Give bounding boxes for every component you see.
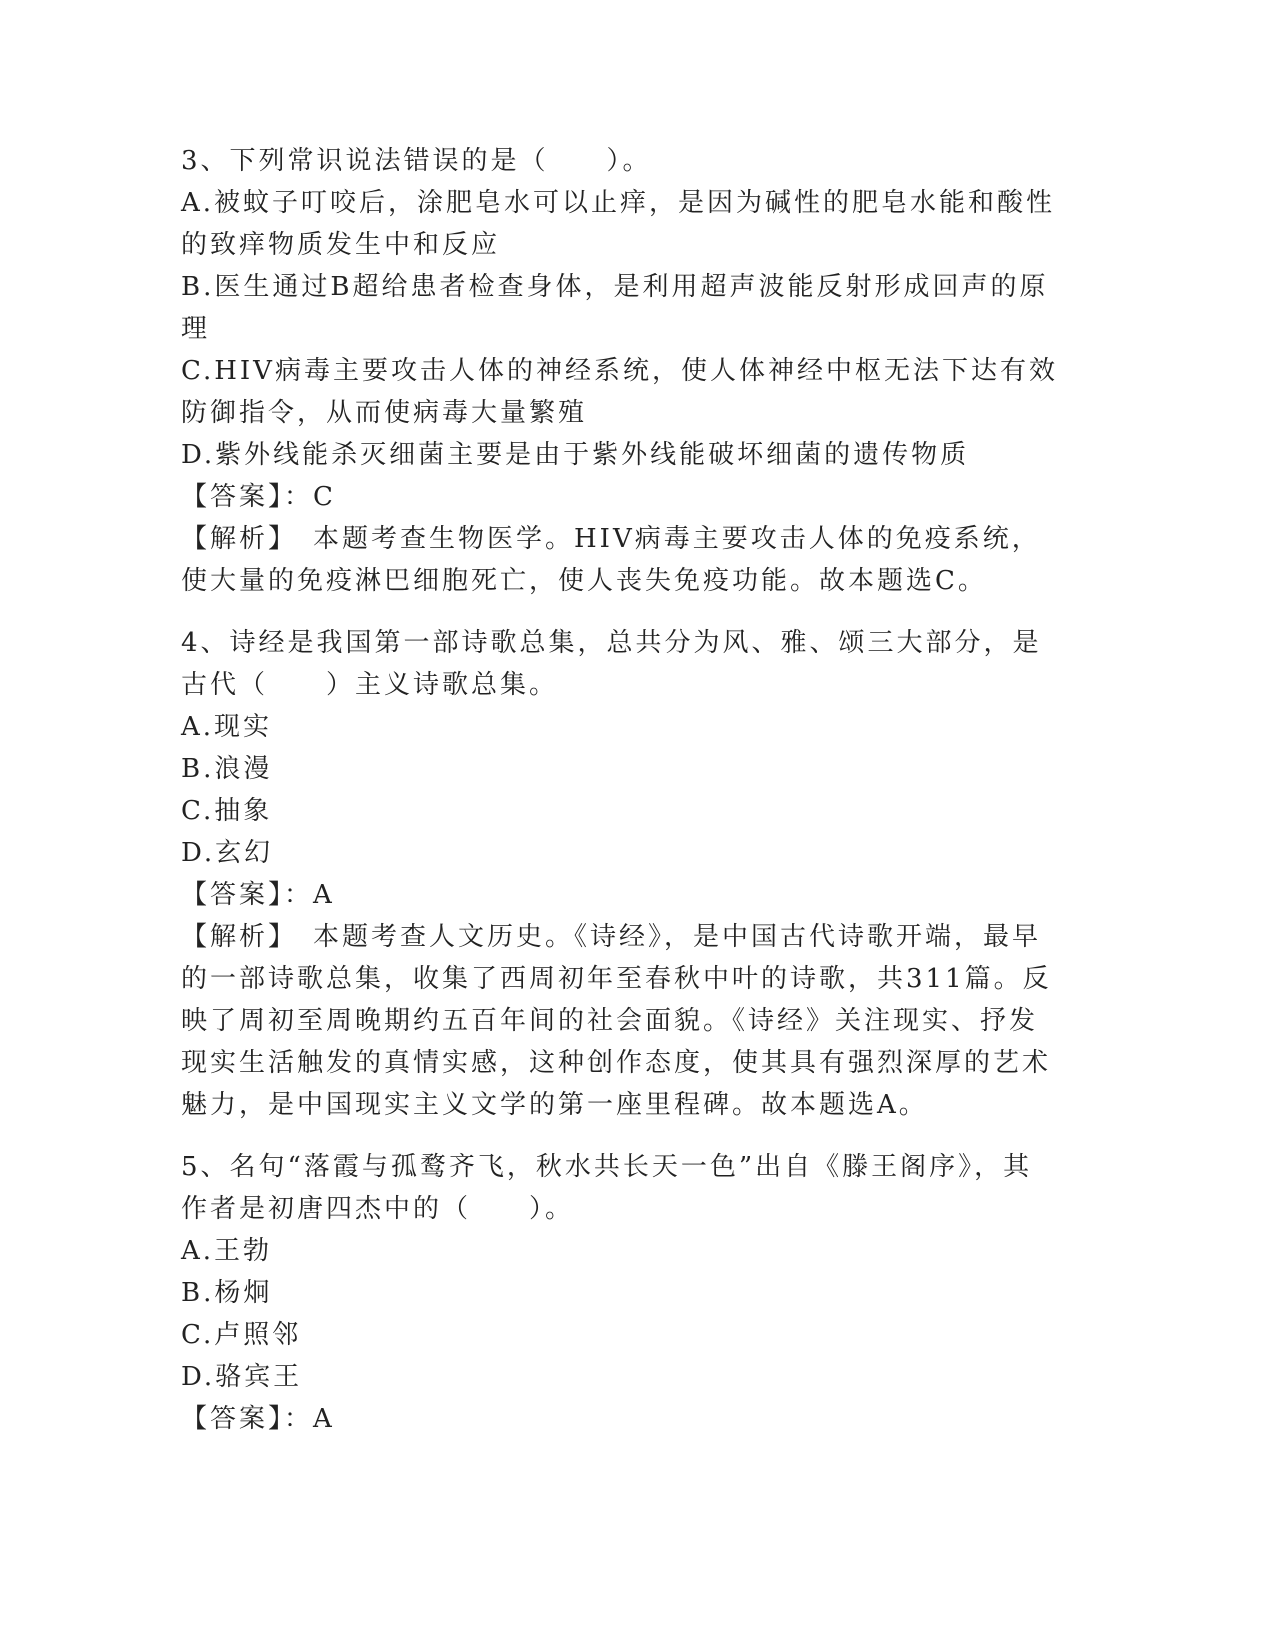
option-b: B.医生通过B超给患者检查身体，是利用超声波能反射形成回声的原理 — [181, 272, 1049, 344]
question-stem: 4、诗经是我国第一部诗歌总集，总共分为风、雅、颂三大部分，是古代（ ）主义诗歌总集。 — [181, 628, 1042, 700]
option-b: B.浪漫 — [181, 754, 273, 784]
answer: 【答案】：C — [181, 482, 336, 512]
question-4 — [181, 622, 1061, 1126]
option-c: C.HIV病毒主要攻击人体的神经系统，使人体神经中枢无法下达有效防御指令，从而使病毒大量繁殖 — [181, 356, 1058, 428]
option-b: B.杨炯 — [181, 1278, 273, 1308]
question-stem: 5、名句“落霞与孤鹜齐飞，秋水共长天一色”出自《滕王阁序》，其作者是初唐四杰中的（ ）。 — [181, 1152, 1033, 1224]
question-3 — [181, 140, 1061, 602]
option-a: A.被蚊子叮咬后，涂肥皂水可以止痒，是因为碱性的肥皂水能和酸性的致痒物质发生中和反应 — [181, 188, 1056, 260]
option-d: D.玄幻 — [181, 838, 274, 868]
analysis: 【解析】 本题考查人文历史。《诗经》，是中国古代诗歌开端，最早的一部诗歌总集，收集了西周初年至春秋中叶的诗歌，共311篇。反映了周初至周晚期约五百年间的社会面貌。《诗经》关注现实、抒发现实生活触发的真情实感，这种创作态度，使其具有强烈深厚的艺术魅力，是中国现实主义文学的第一座里程碑。故本题选A。 — [181, 922, 1052, 1120]
option-a: A.王勃 — [181, 1236, 273, 1266]
question-stem: 3、下列常识说法错误的是（ ）。 — [181, 146, 652, 176]
answer: 【答案】：A — [181, 880, 335, 910]
question-5 — [181, 1146, 1061, 1440]
analysis: 【解析】 本题考查生物医学。HIV病毒主要攻击人体的免疫系统，使大量的免疫淋巴细胞死亡，使人丧失免疫功能。故本题选C。 — [181, 524, 1041, 596]
option-c: C.抽象 — [181, 796, 273, 826]
option-d: D.骆宾王 — [181, 1362, 303, 1392]
option-d: D.紫外线能杀灭细菌主要是由于紫外线能破坏细菌的遗传物质 — [181, 440, 970, 470]
document-page — [181, 140, 1061, 1440]
option-a: A.现实 — [181, 712, 273, 742]
answer: 【答案】：A — [181, 1404, 335, 1434]
option-c: C.卢照邻 — [181, 1320, 302, 1350]
